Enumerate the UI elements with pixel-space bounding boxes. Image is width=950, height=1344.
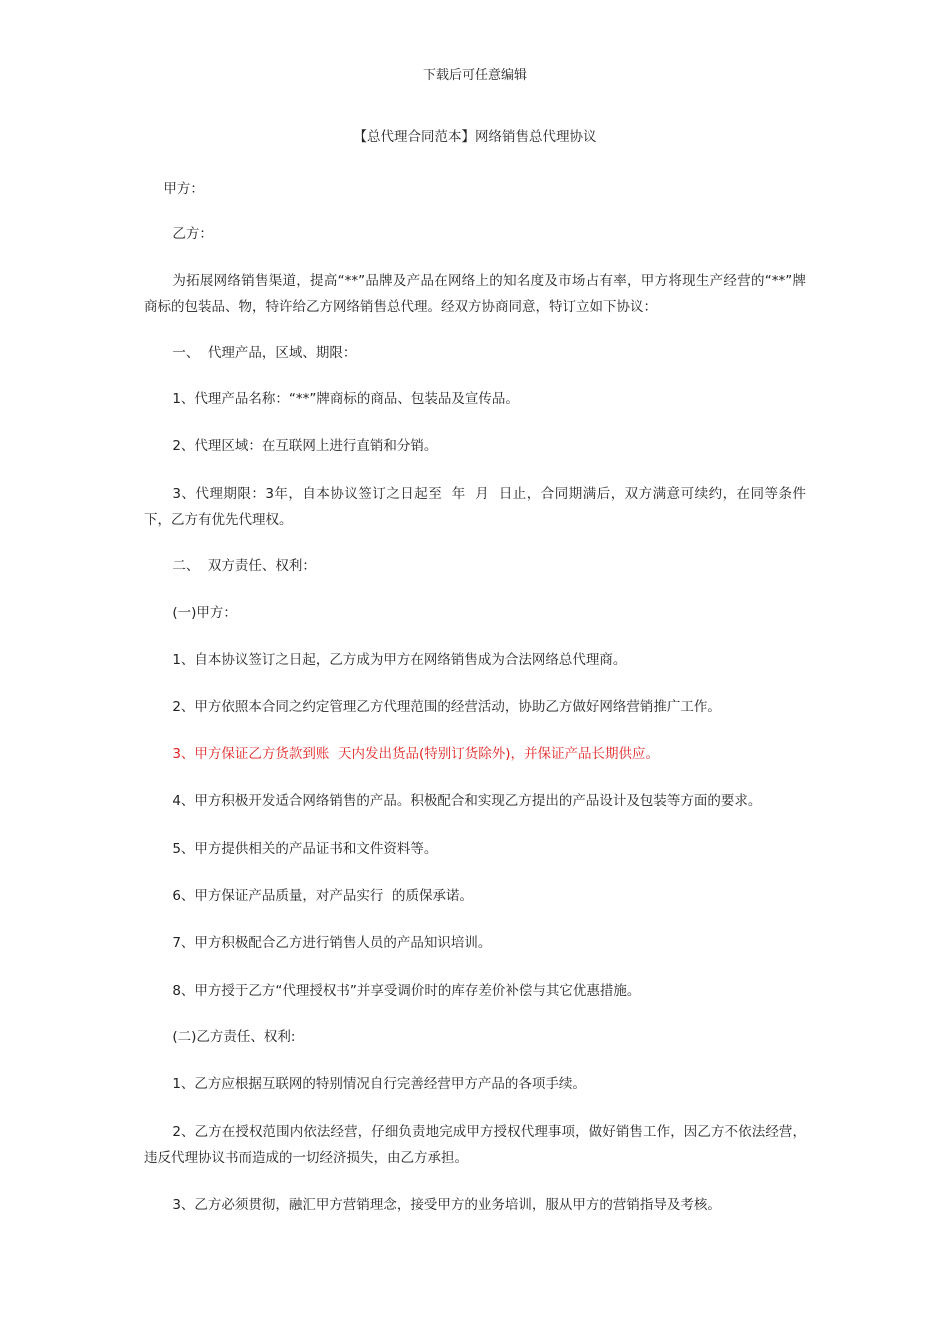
party-a-line: 甲方： <box>163 181 204 197</box>
clause-1-3: 3、代理期限：3年，自本协议签订之日起至 年 月 日止，合同期满后，双方满意可续约，在同等条件下，乙方有优先代理权。 <box>144 486 806 528</box>
clause-a-5: 5、甲方提供相关的产品证书和文件资料等。 <box>172 841 438 857</box>
clause-1-1: 1、代理产品名称：“**”牌商标的商品、包装品及宣传品。 <box>172 391 519 407</box>
clause-a-1: 1、自本协议签订之日起，乙方成为甲方在网络销售成为合法网络总代理商。 <box>172 652 627 668</box>
clause-b-2: 2、乙方在授权范围内依法经营，仔细负责地完成甲方授权代理事项，做好销售工作，因乙方不依法经营，违反代理协议书而造成的一切经济损失，由乙方承担。 <box>144 1124 806 1166</box>
clause-a-2: 2、甲方依照本合同之约定管理乙方代理范围的经营活动，协助乙方做好网络营销推广工作。 <box>172 699 721 715</box>
clause-a-4: 4、甲方积极开发适合网络销售的产品。积极配合和实现乙方提出的产品设计及包装等方面的要求。 <box>172 793 762 809</box>
clause-a-7: 7、甲方积极配合乙方进行销售人员的产品知识培训。 <box>172 935 492 951</box>
page-header-note: 下载后可任意编辑 <box>422 68 527 83</box>
subsection-party-a: (一)甲方： <box>172 605 237 621</box>
clause-b-1: 1、乙方应根据互联网的特别情况自行完善经营甲方产品的各项手续。 <box>172 1076 586 1092</box>
subsection-party-b: (二)乙方责任、权利: <box>172 1029 296 1045</box>
clause-a-6: 6、甲方保证产品质量，对产品实行 的质保承诺。 <box>172 888 474 904</box>
section-heading-1: 一、 代理产品，区域、期限： <box>172 345 357 361</box>
clause-1-2: 2、代理区域：在互联网上进行直销和分销。 <box>172 438 438 454</box>
document-title: 【总代理合同范本】网络销售总代理协议 <box>353 129 597 145</box>
preamble-paragraph: 为拓展网络销售渠道，提高“**”品牌及产品在网络上的知名度及市场占有率，甲方将现生产经营的“**”牌商标的包装品、物，特许给乙方网络销售总代理。经双方协商同意，特订立如下协议： <box>144 273 806 315</box>
clause-a-8: 8、甲方授于乙方“代理授权书”并享受调价时的库存差价补偿与其它优惠措施。 <box>172 983 641 999</box>
clause-a-3-highlight: 3、甲方保证乙方货款到账 天内发出货品(特别订货除外)，并保证产品长期供应。 <box>172 746 660 762</box>
section-heading-2: 二、 双方责任、权利： <box>172 558 316 574</box>
party-b-line: 乙方： <box>172 226 213 242</box>
clause-b-3: 3、乙方必须贯彻，融汇甲方营销理念，接受甲方的业务培训，服从甲方的营销指导及考核。 <box>172 1197 721 1213</box>
